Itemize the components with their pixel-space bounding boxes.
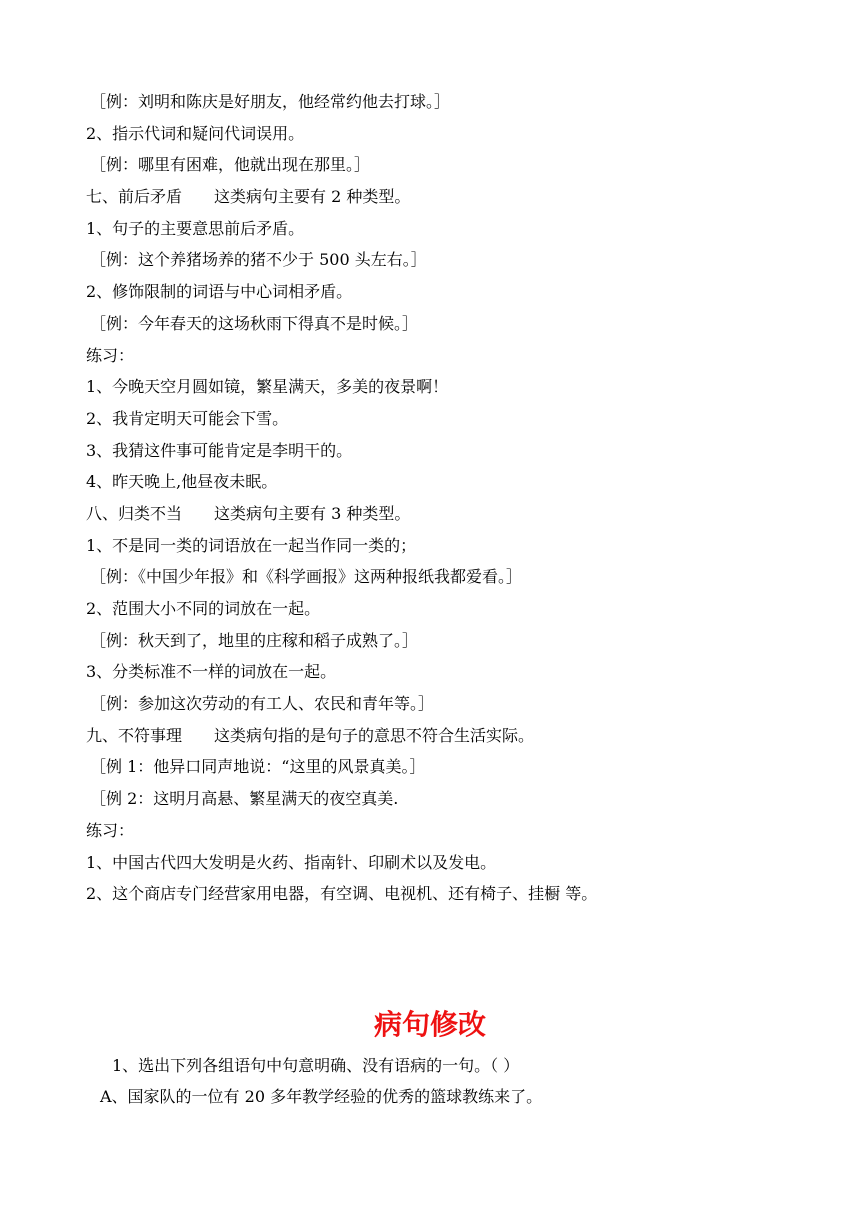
text-line: 八、归类不当 这类病句主要有 3 种类型。: [86, 503, 411, 523]
option-a: A、国家队的一位有 20 多年教学经验的优秀的篮球教练来了。: [100, 1087, 543, 1106]
example-line: ［例：哪里有困难，他就出现在那里。］: [90, 155, 371, 175]
question-1: 1、选出下列各组语句中句意明确、没有语病的一句。（ ）: [112, 1056, 520, 1075]
text-line: 4、昨天晚上,他昼夜未眠。: [86, 472, 278, 492]
example-line: ［例：今年春天的这场秋雨下得真不是时候。］: [90, 313, 419, 333]
text-line: 1、今晚天空月圆如镜，繁星满天，多美的夜景啊！: [86, 377, 449, 397]
text-line: 练习：: [86, 820, 135, 840]
section-title: 病句修改: [373, 1008, 486, 1041]
text-line: 2、修饰限制的词语与中心词相矛盾。: [86, 282, 353, 302]
text-lines: [86, 86, 786, 910]
text-line: 九、不符事理 这类病句指的是句子的意思不符合生活实际。: [86, 725, 535, 745]
text-line: 练习：: [86, 345, 135, 365]
example-line: ［例 1：他异口同声地说：“这里的风景真美。］: [90, 757, 426, 777]
example-line: ［例：这个养猪场养的猪不少于 500 头左右。］: [90, 250, 427, 270]
text-line: 2、这个商店专门经营家用电器，有空调、电视机、还有椅子、挂橱 等。: [86, 884, 598, 904]
example-line: ［例：《中国少年报》和《科学画报》这两种报纸我都爱看。］: [90, 567, 523, 587]
text-line: 1、句子的主要意思前后矛盾。: [86, 218, 305, 238]
example-line: ［例：参加这次劳动的有工人、农民和青年等。］: [90, 694, 435, 714]
text-line: 2、我肯定明天可能会下雪。: [86, 408, 289, 428]
text-line: 2、指示代词和疑问代词误用。: [86, 123, 305, 143]
example-line: ［例：刘明和陈庆是好朋友，他经常约他去打球。］: [90, 92, 451, 111]
text-line: 七、前后矛盾 这类病句主要有 2 种类型。: [86, 187, 411, 207]
text-line: 2、范围大小不同的词放在一起。: [86, 599, 321, 618]
text-line: 3、我猜这件事可能肯定是李明干的。: [86, 440, 353, 460]
example-line: ［例 2：这明月高悬、繁星满天的夜空真美.: [90, 789, 399, 809]
text-line: 1、不是同一类的词语放在一起当作同一类的；: [86, 535, 417, 555]
text-line: 3、分类标准不一样的词放在一起。: [86, 662, 337, 682]
example-line: ［例：秋天到了，地里的庄稼和稻子成熟了。］: [90, 630, 419, 650]
text-line: 1、中国古代四大发明是火药、指南针、印刷术以及发电。: [86, 852, 497, 872]
